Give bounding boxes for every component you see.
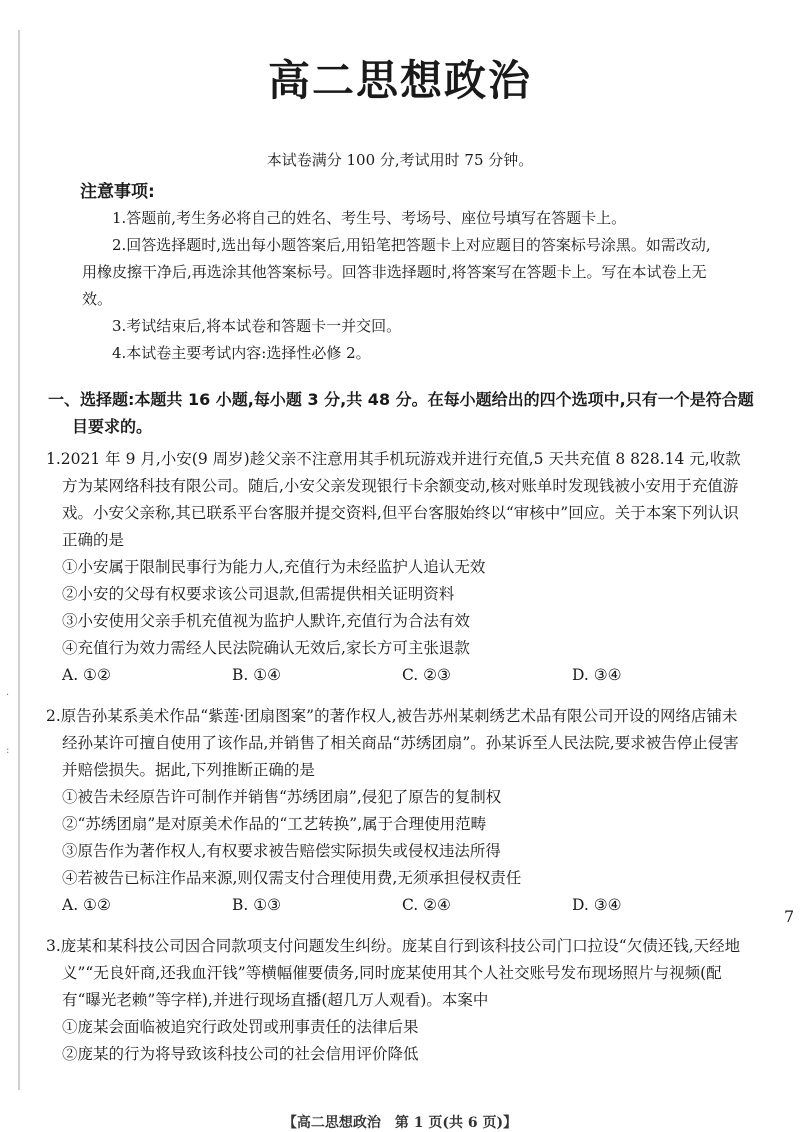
question-statement: ③小安使用父亲手机充值视为监护人默许,充值行为合法有效 xyxy=(62,612,470,630)
question-statement: ②庞某的行为将导致该科技公司的社会信用评价降低 xyxy=(62,1045,419,1063)
scan-edge-line xyxy=(18,30,20,1090)
question-statement: ③原告作为著作权人,有权要求被告赔偿实际损失或侵权违法所得 xyxy=(62,842,501,860)
page-title: 高二思想政治 xyxy=(267,56,532,105)
option-b: B. ①④ xyxy=(232,666,282,684)
question-stem: 3.庞某和某科技公司因合同款项支付问题发生纠纷。庞某自行到该科技公司门口拉设“欠债还钱,天经地义”“无良奸商,还我血汗钱”等横幅催要债务,同时庞某使用其个人社交账号发布现场照片与视频(配有“曝光老赖”等字样),并进行现场直播(超几万人观看)。本案中 xyxy=(46,937,741,1009)
option-a: A. ①② xyxy=(62,666,111,684)
question-statement: ②小安的父母有权要求该公司退款,但需提供相关证明资料 xyxy=(62,585,455,603)
question-statement: ②“苏绣团扇”是对原美术作品的“工艺转换”,属于合理使用范畴 xyxy=(62,815,487,833)
option-a: A. ①② xyxy=(62,896,111,914)
notice-list xyxy=(82,205,722,367)
answer-options xyxy=(46,892,746,919)
notice-item: 2.回答选择题时,选出每小题答案后,用铅笔把答题卡上对应题目的答案标号涂黑。如需改动,用橡皮擦干净后,再选涂其他答案标号。回答非选择题时,将答案写在答题卡上。写在本试卷上无效。 xyxy=(82,236,711,308)
question-2 xyxy=(46,703,746,919)
question-3 xyxy=(46,933,746,1068)
scan-edge-dot: : xyxy=(6,745,10,756)
notice-item: 4.本试卷主要考试内容:选择性必修 2。 xyxy=(112,344,371,362)
question-stem: 1.2021 年 9 月,小安(9 周岁)趁父亲不注意用其手机玩游戏并进行充值,5 天共充值 8 828.14 元,收款方为某网络科技有限公司。随后,小安父亲发现银行卡余额变动,核对账单时发现钱被小安用于充值游戏。小安父亲称,其已联系平台客服并提交资料,但平台客服始终以“审核中”回应。关于本案下列认识正确的是 xyxy=(46,450,741,549)
option-c: C. ②④ xyxy=(402,896,451,914)
question-statement: ①小安属于限制民事行为能力人,充值行为未经监护人追认无效 xyxy=(62,558,486,576)
option-b: B. ①③ xyxy=(232,896,282,914)
notice-item: 3.考试结束后,将本试卷和答题卡一并交回。 xyxy=(112,317,402,335)
question-statement: ①庞某会面临被追究行政处罚或刑事责任的法律后果 xyxy=(62,1018,419,1036)
exam-intro: 本试卷满分 100 分,考试用时 75 分钟。 xyxy=(266,151,534,169)
question-statement: ④充值行为效力需经人民法院确认无效后,家长方可主张退款 xyxy=(62,639,470,657)
option-d: D. ③④ xyxy=(572,666,622,684)
scan-edge-dot: · xyxy=(6,690,10,701)
question-1 xyxy=(46,446,746,689)
question-statement: ①被告未经原告许可制作并销售“苏绣团扇”,侵犯了原告的复制权 xyxy=(62,788,502,806)
page-footer: 【高二思想政治 第 1 页(共 6 页)】 xyxy=(282,1115,518,1131)
margin-number: 7 xyxy=(784,907,795,926)
answer-options xyxy=(46,662,746,689)
notice-heading: 注意事项: xyxy=(80,182,155,202)
question-stem: 2.原告孙某系美术作品“紫莲·团扇图案”的著作权人,被告苏州某刺绣艺术品有限公司开设的网络店铺未经孙某许可擅自使用了该作品,并销售了相关商品“苏绣团扇”。孙某诉至人民法院,要求被告停止侵害并赔偿损失。据此,下列推断正确的是 xyxy=(46,707,739,779)
section-heading: 一、选择题:本题共 16 小题,每小题 3 分,共 48 分。在每小题给出的四个选项中,只有一个是符合题目要求的。 xyxy=(48,390,754,436)
option-c: C. ②③ xyxy=(402,666,451,684)
question-statement: ④若被告已标注作品来源,则仅需支付合理使用费,无须承担侵权责任 xyxy=(62,869,522,887)
notice-item: 1.答题前,考生务必将自己的姓名、考生号、考场号、座位号填写在答题卡上。 xyxy=(112,209,627,227)
option-d: D. ③④ xyxy=(572,896,622,914)
